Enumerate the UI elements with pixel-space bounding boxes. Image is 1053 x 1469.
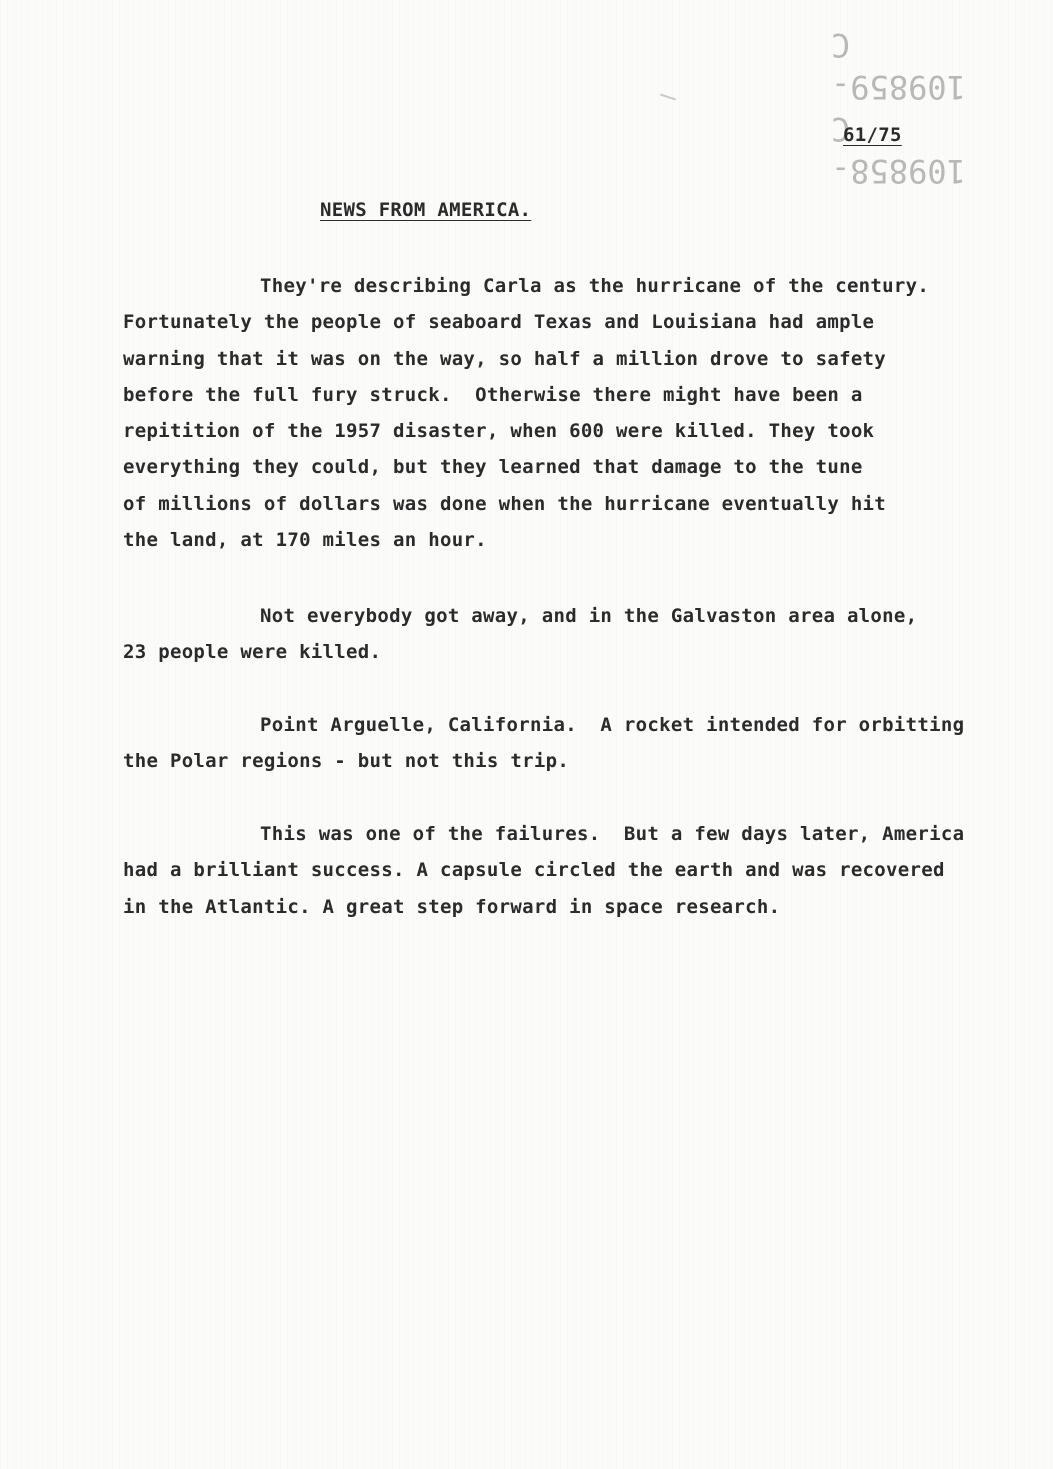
paragraph-galveston [123, 598, 1023, 671]
archive-number-2: 109859-C [831, 26, 966, 106]
text-line: the Polar regions - but not this trip. [123, 750, 570, 773]
stray-pen-mark [660, 94, 676, 101]
text-line: had a brilliant success. A capsule circled the earth and was recovered [123, 859, 945, 882]
text-line: Point Arguelle, California. A rocket intended for orbitting [260, 714, 965, 736]
text-line: of millions of dollars was done when the hurricane eventually hit [123, 492, 887, 515]
text-line: This was one of the failures. But a few days later, America [260, 823, 965, 845]
document-title: NEWS FROM AMERICA. [320, 199, 532, 221]
page-number: 61/75 [843, 124, 902, 146]
text-line: in the Atlantic. A great step forward in space research. [123, 895, 781, 918]
text-line: before the full fury struck. Otherwise there might have been a [123, 383, 863, 406]
text-line: repitition of the 1957 disaster, when 600 were killed. They took [123, 420, 875, 443]
text-line: 23 people were killed. [123, 641, 382, 664]
text-line: warning that it was on the way, so half a million drove to safety [123, 347, 887, 370]
archive-number-1: 109858-C [831, 110, 966, 190]
text-line: everything they could, but they learned that damage to the tune [123, 456, 863, 479]
text-line: the land, at 170 miles an hour. [123, 529, 487, 552]
text-line: They're describing Carla as the hurricane of the century. [260, 275, 930, 297]
paragraph-rocket [123, 707, 1023, 780]
text-line: Fortunately the people of seaboard Texas and Louisiana had ample [123, 311, 875, 334]
paragraph-capsule [123, 816, 1023, 925]
text-line: Not everybody got away, and in the Galvaston area alone, [260, 605, 918, 627]
archive-reference-numbers [831, 24, 981, 192]
paragraph-hurricane [123, 268, 1023, 558]
